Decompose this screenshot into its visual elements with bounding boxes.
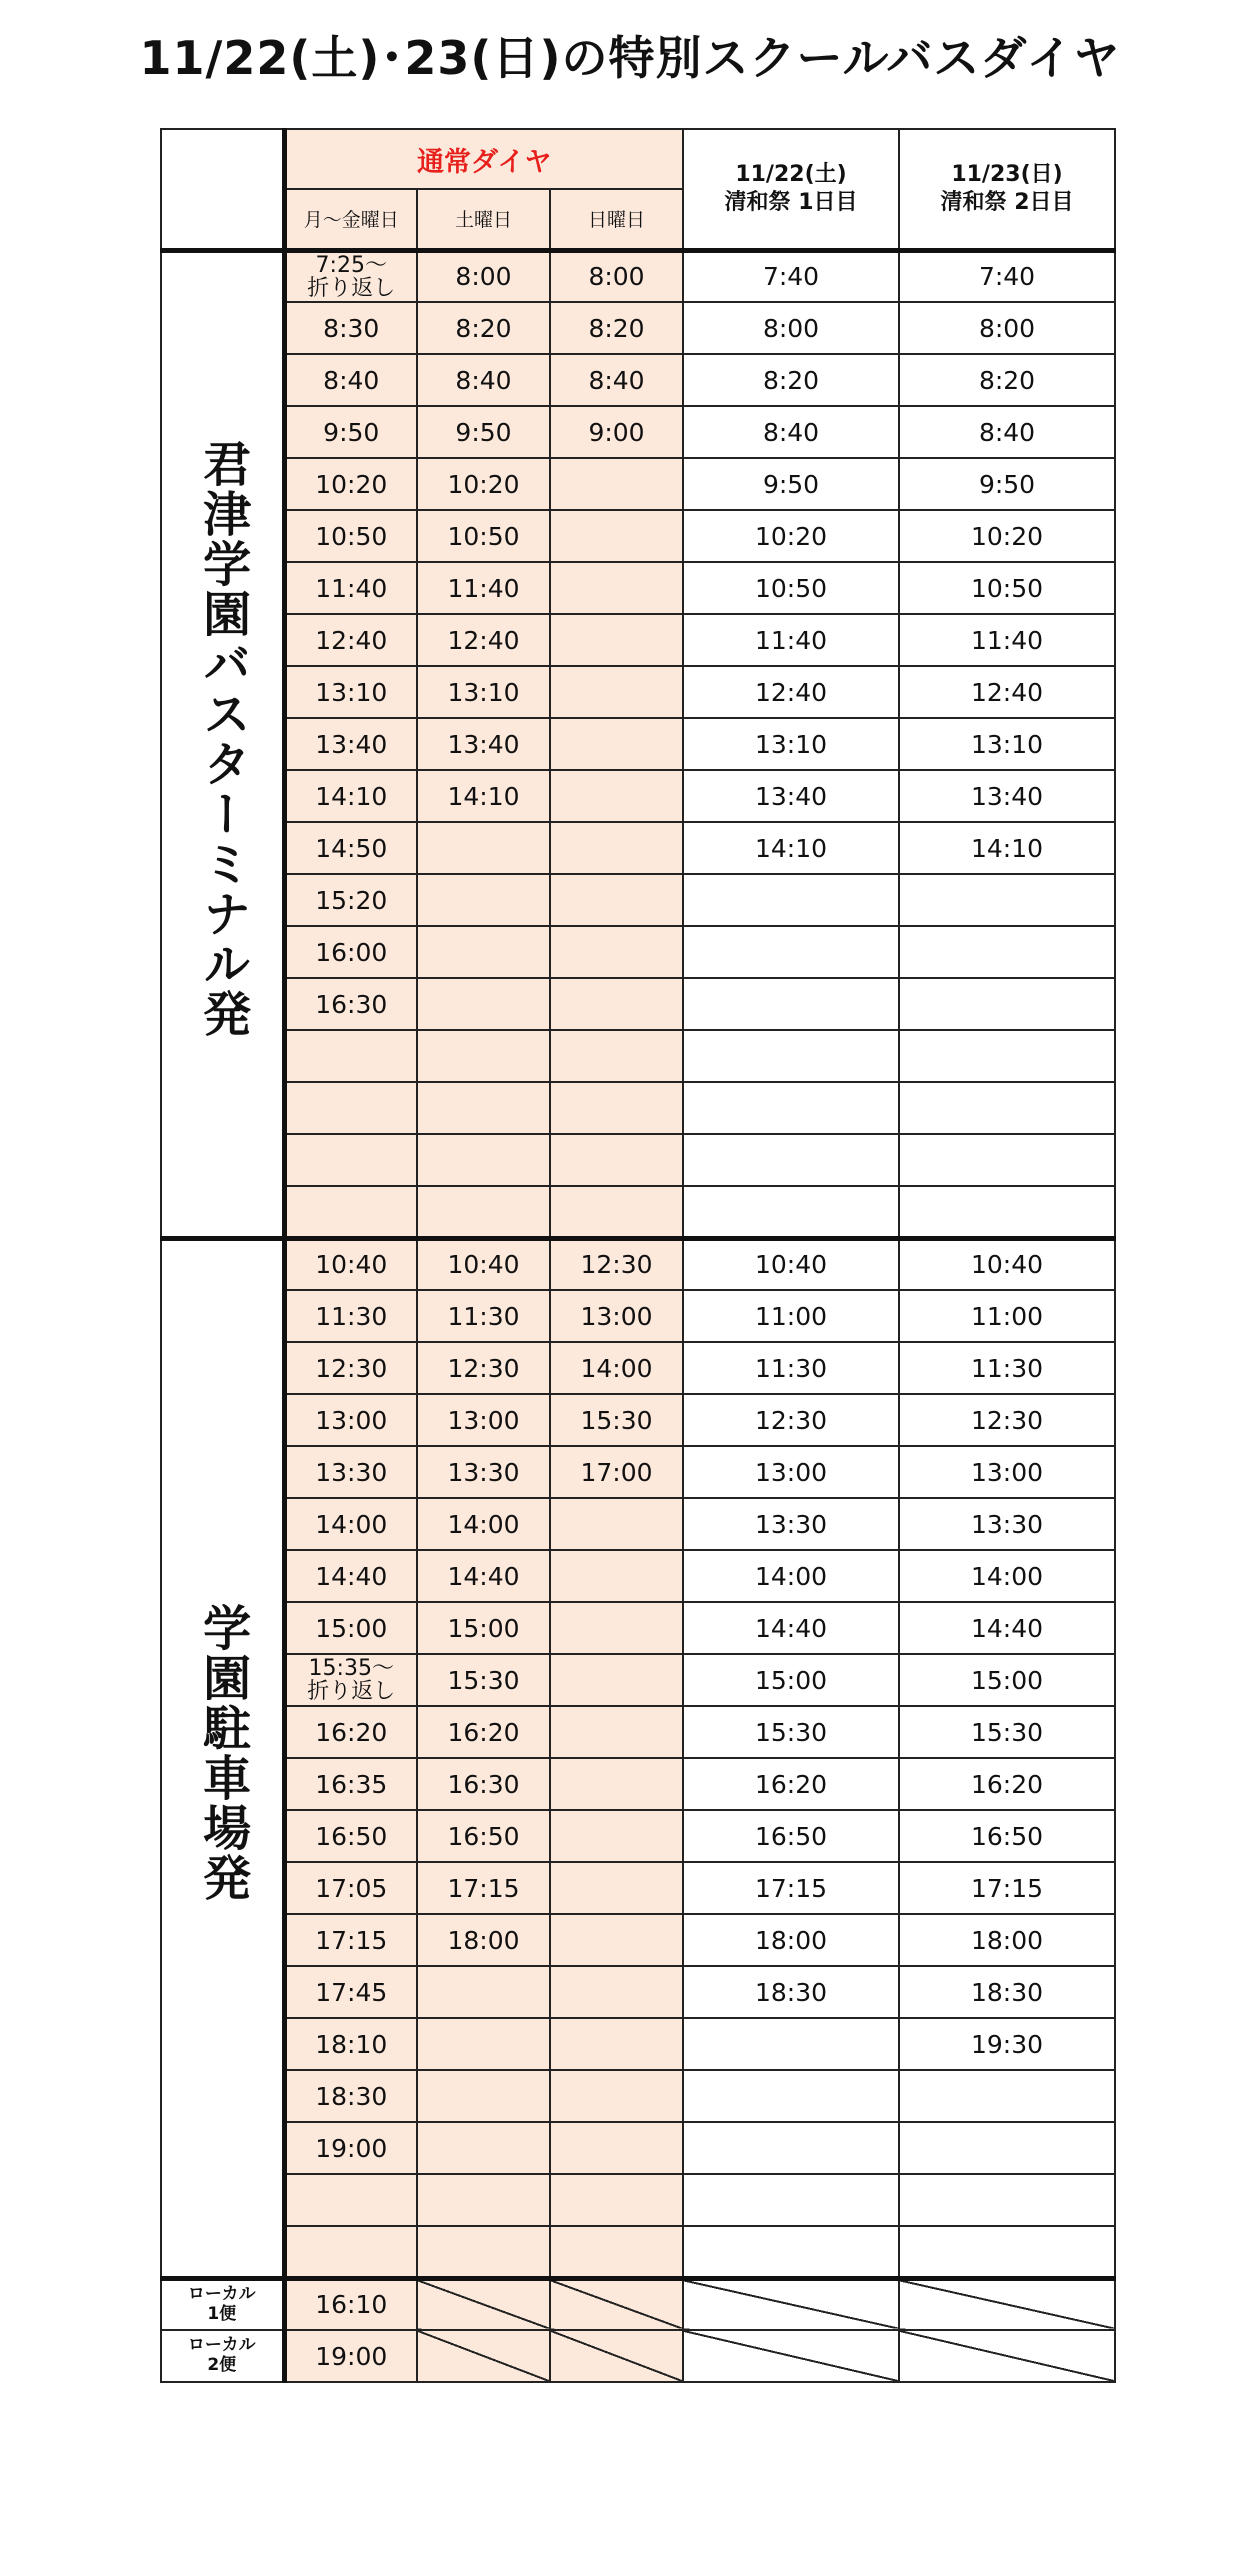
time-cell-day1: 14:00 [683, 1550, 899, 1602]
time-cell-saturday: 16:50 [417, 1810, 550, 1862]
time-cell-day1 [683, 926, 899, 978]
sunday-header: 日曜日 [550, 189, 683, 250]
time-cell-day2: 17:15 [899, 1862, 1115, 1914]
time-cell-weekday [284, 2174, 417, 2226]
time-cell-day2 [899, 1030, 1115, 1082]
time-cell-saturday: 8:20 [417, 302, 550, 354]
time-cell-saturday [417, 978, 550, 1030]
table-row [161, 1030, 1115, 1082]
time-cell-sunday [550, 1914, 683, 1966]
time-cell-day2 [899, 2122, 1115, 2174]
time-cell-day2: 16:50 [899, 1810, 1115, 1862]
time-cell-sunday [550, 926, 683, 978]
table-row [161, 1550, 1115, 1602]
table-row [161, 1498, 1115, 1550]
time-cell-day2 [899, 874, 1115, 926]
table-row [161, 718, 1115, 770]
section2-label-text: 学園駐車場発 [194, 1602, 251, 1903]
time-cell-day2: 19:30 [899, 2018, 1115, 2070]
time-cell-day1: 12:30 [683, 1394, 899, 1446]
header-row-1 [161, 129, 1115, 189]
time-cell-sunday: 8:40 [550, 354, 683, 406]
table-row [161, 1134, 1115, 1186]
time-cell-weekday: 15:20 [284, 874, 417, 926]
time-cell-weekday: 9:50 [284, 406, 417, 458]
time-cell-saturday: 9:50 [417, 406, 550, 458]
timetable [160, 128, 1116, 2383]
saturday-header: 土曜日 [417, 189, 550, 250]
time-cell-day1: 13:30 [683, 1498, 899, 1550]
time-cell-sunday: 9:00 [550, 406, 683, 458]
time-cell-saturday [417, 1134, 550, 1186]
time-cell-saturday [417, 874, 550, 926]
time-cell-saturday [417, 2174, 550, 2226]
local-label: ローカル 1便 [161, 2278, 284, 2330]
time-cell-day1 [683, 2226, 899, 2278]
time-cell-sunday: 13:00 [550, 1290, 683, 1342]
not-applicable-cell [417, 2330, 550, 2382]
time-cell-sunday [550, 666, 683, 718]
time-cell-sunday: 14:00 [550, 1342, 683, 1394]
time-cell-day1: 15:00 [683, 1654, 899, 1706]
day1-header [683, 129, 899, 250]
time-cell-day2: 12:40 [899, 666, 1115, 718]
time-cell-saturday [417, 2226, 550, 2278]
time-cell-saturday: 17:15 [417, 1862, 550, 1914]
time-cell-day2: 13:30 [899, 1498, 1115, 1550]
time-cell-day2: 15:30 [899, 1706, 1115, 1758]
table-row [161, 2018, 1115, 2070]
section2-label [161, 1238, 284, 2278]
time-cell-day2: 15:00 [899, 1654, 1115, 1706]
time-cell-sunday: 17:00 [550, 1446, 683, 1498]
time-cell-saturday: 12:40 [417, 614, 550, 666]
table-row [161, 1810, 1115, 1862]
time-cell-day2: 8:00 [899, 302, 1115, 354]
time-cell-saturday: 10:50 [417, 510, 550, 562]
table-row [161, 770, 1115, 822]
time-cell-day2 [899, 926, 1115, 978]
time-cell-day1: 9:50 [683, 458, 899, 510]
time-cell-sunday [550, 718, 683, 770]
time-cell-weekday: 17:15 [284, 1914, 417, 1966]
time-cell-sunday [550, 2174, 683, 2226]
time-cell-weekday: 14:10 [284, 770, 417, 822]
not-applicable-cell [899, 2278, 1115, 2330]
time-cell-sunday [550, 2018, 683, 2070]
time-cell-saturday: 11:40 [417, 562, 550, 614]
time-cell-day1: 10:40 [683, 1238, 899, 1290]
time-cell-saturday: 8:00 [417, 250, 550, 302]
day2-date: 11/23(日) [951, 162, 1063, 188]
time-cell-weekday: 10:50 [284, 510, 417, 562]
time-cell-day2: 11:00 [899, 1290, 1115, 1342]
time-cell-day1: 17:15 [683, 1862, 899, 1914]
time-cell-weekday: 8:40 [284, 354, 417, 406]
time-cell-day2: 14:40 [899, 1602, 1115, 1654]
time-cell-saturday [417, 1186, 550, 1238]
time-cell-day1 [683, 2174, 899, 2226]
time-cell-sunday [550, 458, 683, 510]
time-cell-day1 [683, 874, 899, 926]
time-cell-sunday [550, 1654, 683, 1706]
table-row [161, 458, 1115, 510]
time-cell-weekday: 13:00 [284, 1394, 417, 1446]
time-cell-weekday [284, 2226, 417, 2278]
table-row [161, 822, 1115, 874]
time-cell-sunday [550, 510, 683, 562]
time-cell-saturday [417, 1082, 550, 1134]
time-cell-day2: 16:20 [899, 1758, 1115, 1810]
time-cell-sunday [550, 1550, 683, 1602]
time-cell-saturday [417, 2122, 550, 2174]
table-row [161, 2122, 1115, 2174]
time-cell-day1 [683, 2018, 899, 2070]
time-cell-day2: 8:20 [899, 354, 1115, 406]
table-row [161, 1186, 1115, 1238]
time-cell-day2: 11:30 [899, 1342, 1115, 1394]
time-cell-weekday: 15:35～ 折り返し [284, 1654, 417, 1706]
day1-date: 11/22(土) [735, 162, 847, 188]
time-cell-day1 [683, 1082, 899, 1134]
time-cell-sunday [550, 614, 683, 666]
time-cell-saturday: 11:30 [417, 1290, 550, 1342]
time-cell-sunday [550, 822, 683, 874]
table-row [161, 354, 1115, 406]
time-cell-day2: 11:40 [899, 614, 1115, 666]
time-cell-saturday: 13:10 [417, 666, 550, 718]
time-cell-weekday: 15:00 [284, 1602, 417, 1654]
time-cell-weekday: 14:00 [284, 1498, 417, 1550]
time-cell-weekday: 8:30 [284, 302, 417, 354]
time-cell-saturday: 13:30 [417, 1446, 550, 1498]
time-cell-day1 [683, 978, 899, 1030]
time-cell-day1 [683, 1030, 899, 1082]
time-cell-day1 [683, 1186, 899, 1238]
time-cell-weekday: 17:45 [284, 1966, 417, 2018]
normal-schedule-header: 通常ダイヤ [284, 129, 683, 189]
time-cell-weekday: 19:00 [284, 2122, 417, 2174]
time-cell-sunday [550, 1134, 683, 1186]
table-row [161, 1082, 1115, 1134]
time-cell-weekday: 11:40 [284, 562, 417, 614]
time-cell-saturday: 12:30 [417, 1342, 550, 1394]
time-cell-saturday [417, 2070, 550, 2122]
time-cell-day1: 15:30 [683, 1706, 899, 1758]
time-cell-day1: 8:00 [683, 302, 899, 354]
time-cell-sunday [550, 2070, 683, 2122]
time-cell-weekday: 13:40 [284, 718, 417, 770]
local-row [161, 2278, 1115, 2330]
time-cell-saturday: 14:40 [417, 1550, 550, 1602]
time-cell-weekday [284, 1186, 417, 1238]
table-row [161, 926, 1115, 978]
time-cell-day2 [899, 2174, 1115, 2226]
time-cell-weekday: 16:30 [284, 978, 417, 1030]
not-applicable-cell [683, 2278, 899, 2330]
time-cell-weekday: 12:40 [284, 614, 417, 666]
time-cell-day1 [683, 1134, 899, 1186]
time-cell-day1: 14:40 [683, 1602, 899, 1654]
table-row [161, 1966, 1115, 2018]
time-cell-day1: 18:30 [683, 1966, 899, 2018]
time-cell-day2: 13:10 [899, 718, 1115, 770]
time-cell-weekday: 10:40 [284, 1238, 417, 1290]
table-row [161, 1862, 1115, 1914]
table-row [161, 614, 1115, 666]
time-cell-weekday: 17:05 [284, 1862, 417, 1914]
time-cell-sunday [550, 1498, 683, 1550]
local-time: 19:00 [284, 2330, 417, 2382]
time-cell-saturday [417, 926, 550, 978]
time-cell-weekday [284, 1030, 417, 1082]
time-cell-saturday: 18:00 [417, 1914, 550, 1966]
time-cell-day1: 11:40 [683, 614, 899, 666]
section1-label-text: 君津学園バスターミナル発 [194, 438, 251, 1039]
time-cell-weekday [284, 1082, 417, 1134]
time-cell-day2 [899, 1186, 1115, 1238]
time-cell-weekday: 18:10 [284, 2018, 417, 2070]
time-cell-saturday: 14:00 [417, 1498, 550, 1550]
time-cell-saturday: 10:40 [417, 1238, 550, 1290]
time-cell-sunday [550, 1186, 683, 1238]
time-cell-weekday: 16:00 [284, 926, 417, 978]
time-cell-day2 [899, 1134, 1115, 1186]
time-cell-saturday: 10:20 [417, 458, 550, 510]
time-cell-day2 [899, 978, 1115, 1030]
table-row [161, 1342, 1115, 1394]
time-cell-day2: 13:40 [899, 770, 1115, 822]
time-cell-day2: 8:40 [899, 406, 1115, 458]
section1-label [161, 250, 284, 1238]
time-cell-saturday [417, 2018, 550, 2070]
time-cell-day2: 12:30 [899, 1394, 1115, 1446]
time-cell-sunday [550, 1030, 683, 1082]
table-row [161, 1394, 1115, 1446]
time-cell-day2 [899, 2226, 1115, 2278]
table-row [161, 302, 1115, 354]
time-cell-day2: 9:50 [899, 458, 1115, 510]
table-row [161, 1758, 1115, 1810]
time-cell-day2: 10:40 [899, 1238, 1115, 1290]
time-cell-day2: 18:00 [899, 1914, 1115, 1966]
time-cell-day2: 7:40 [899, 250, 1115, 302]
time-cell-day1: 12:40 [683, 666, 899, 718]
time-cell-weekday: 7:25～ 折り返し [284, 250, 417, 302]
time-cell-saturday: 13:40 [417, 718, 550, 770]
day2-name: 清和祭 2日目 [940, 189, 1074, 215]
table-row [161, 562, 1115, 614]
time-cell-sunday: 15:30 [550, 1394, 683, 1446]
time-cell-sunday [550, 1082, 683, 1134]
time-cell-day1: 13:10 [683, 718, 899, 770]
time-cell-day1: 16:20 [683, 1758, 899, 1810]
time-cell-sunday [550, 1966, 683, 2018]
time-cell-saturday [417, 1966, 550, 2018]
time-cell-saturday: 8:40 [417, 354, 550, 406]
weekday-header: 月～金曜日 [284, 189, 417, 250]
time-cell-weekday: 11:30 [284, 1290, 417, 1342]
time-cell-day1: 8:40 [683, 406, 899, 458]
time-cell-day2 [899, 2070, 1115, 2122]
local-time: 16:10 [284, 2278, 417, 2330]
time-cell-day1 [683, 2070, 899, 2122]
table-row [161, 1290, 1115, 1342]
time-cell-saturday: 13:00 [417, 1394, 550, 1446]
time-cell-weekday [284, 1134, 417, 1186]
time-cell-weekday: 13:10 [284, 666, 417, 718]
time-cell-weekday: 14:40 [284, 1550, 417, 1602]
time-cell-sunday [550, 874, 683, 926]
time-cell-saturday: 15:00 [417, 1602, 550, 1654]
time-cell-day2: 10:50 [899, 562, 1115, 614]
time-cell-sunday [550, 770, 683, 822]
table-row [161, 1706, 1115, 1758]
time-cell-day2: 14:10 [899, 822, 1115, 874]
time-cell-day1: 13:40 [683, 770, 899, 822]
time-cell-weekday: 13:30 [284, 1446, 417, 1498]
day1-name: 清和祭 1日目 [724, 189, 858, 215]
time-cell-sunday [550, 1706, 683, 1758]
not-applicable-cell [550, 2330, 683, 2382]
table-row [161, 2070, 1115, 2122]
time-cell-weekday: 18:30 [284, 2070, 417, 2122]
time-cell-day2: 18:30 [899, 1966, 1115, 2018]
time-cell-day1: 11:30 [683, 1342, 899, 1394]
local-row [161, 2330, 1115, 2382]
time-cell-sunday: 8:00 [550, 250, 683, 302]
time-cell-saturday [417, 1030, 550, 1082]
time-cell-sunday [550, 562, 683, 614]
time-cell-day1: 7:40 [683, 250, 899, 302]
table-row [161, 1238, 1115, 1290]
table-row [161, 874, 1115, 926]
time-cell-day1: 14:10 [683, 822, 899, 874]
time-cell-weekday: 16:50 [284, 1810, 417, 1862]
time-cell-day1: 8:20 [683, 354, 899, 406]
not-applicable-cell [550, 2278, 683, 2330]
table-row [161, 978, 1115, 1030]
table-row [161, 510, 1115, 562]
time-cell-sunday [550, 2226, 683, 2278]
time-cell-saturday: 15:30 [417, 1654, 550, 1706]
time-cell-day2: 14:00 [899, 1550, 1115, 1602]
time-cell-day1: 13:00 [683, 1446, 899, 1498]
time-cell-sunday [550, 2122, 683, 2174]
table-row [161, 406, 1115, 458]
time-cell-day1: 18:00 [683, 1914, 899, 1966]
time-cell-sunday: 12:30 [550, 1238, 683, 1290]
time-cell-weekday: 10:20 [284, 458, 417, 510]
time-cell-saturday: 14:10 [417, 770, 550, 822]
local-label: ローカル 2便 [161, 2330, 284, 2382]
time-cell-day1: 16:50 [683, 1810, 899, 1862]
table-row [161, 1602, 1115, 1654]
not-applicable-cell [683, 2330, 899, 2382]
day2-header [899, 129, 1115, 250]
time-cell-sunday [550, 1602, 683, 1654]
not-applicable-cell [417, 2278, 550, 2330]
table-row [161, 666, 1115, 718]
table-row [161, 2226, 1115, 2278]
page-title: 11/22(土)･23(日)の特別スクールバスダイヤ [139, 31, 1121, 85]
time-cell-sunday [550, 978, 683, 1030]
table-row [161, 2174, 1115, 2226]
table-row [161, 250, 1115, 302]
table-row [161, 1446, 1115, 1498]
time-cell-weekday: 12:30 [284, 1342, 417, 1394]
time-cell-saturday [417, 822, 550, 874]
table-row [161, 1654, 1115, 1706]
time-cell-sunday [550, 1862, 683, 1914]
time-cell-saturday: 16:30 [417, 1758, 550, 1810]
time-cell-weekday: 16:35 [284, 1758, 417, 1810]
time-cell-day2: 13:00 [899, 1446, 1115, 1498]
table-row [161, 1914, 1115, 1966]
time-cell-saturday: 16:20 [417, 1706, 550, 1758]
time-cell-weekday: 16:20 [284, 1706, 417, 1758]
time-cell-day1 [683, 2122, 899, 2174]
time-cell-day2: 10:20 [899, 510, 1115, 562]
time-cell-day1: 10:50 [683, 562, 899, 614]
header-corner [161, 129, 284, 250]
time-cell-day1: 11:00 [683, 1290, 899, 1342]
time-cell-day2 [899, 1082, 1115, 1134]
time-cell-weekday: 14:50 [284, 822, 417, 874]
time-cell-sunday [550, 1810, 683, 1862]
time-cell-day1: 10:20 [683, 510, 899, 562]
time-cell-sunday [550, 1758, 683, 1810]
not-applicable-cell [899, 2330, 1115, 2382]
time-cell-sunday: 8:20 [550, 302, 683, 354]
